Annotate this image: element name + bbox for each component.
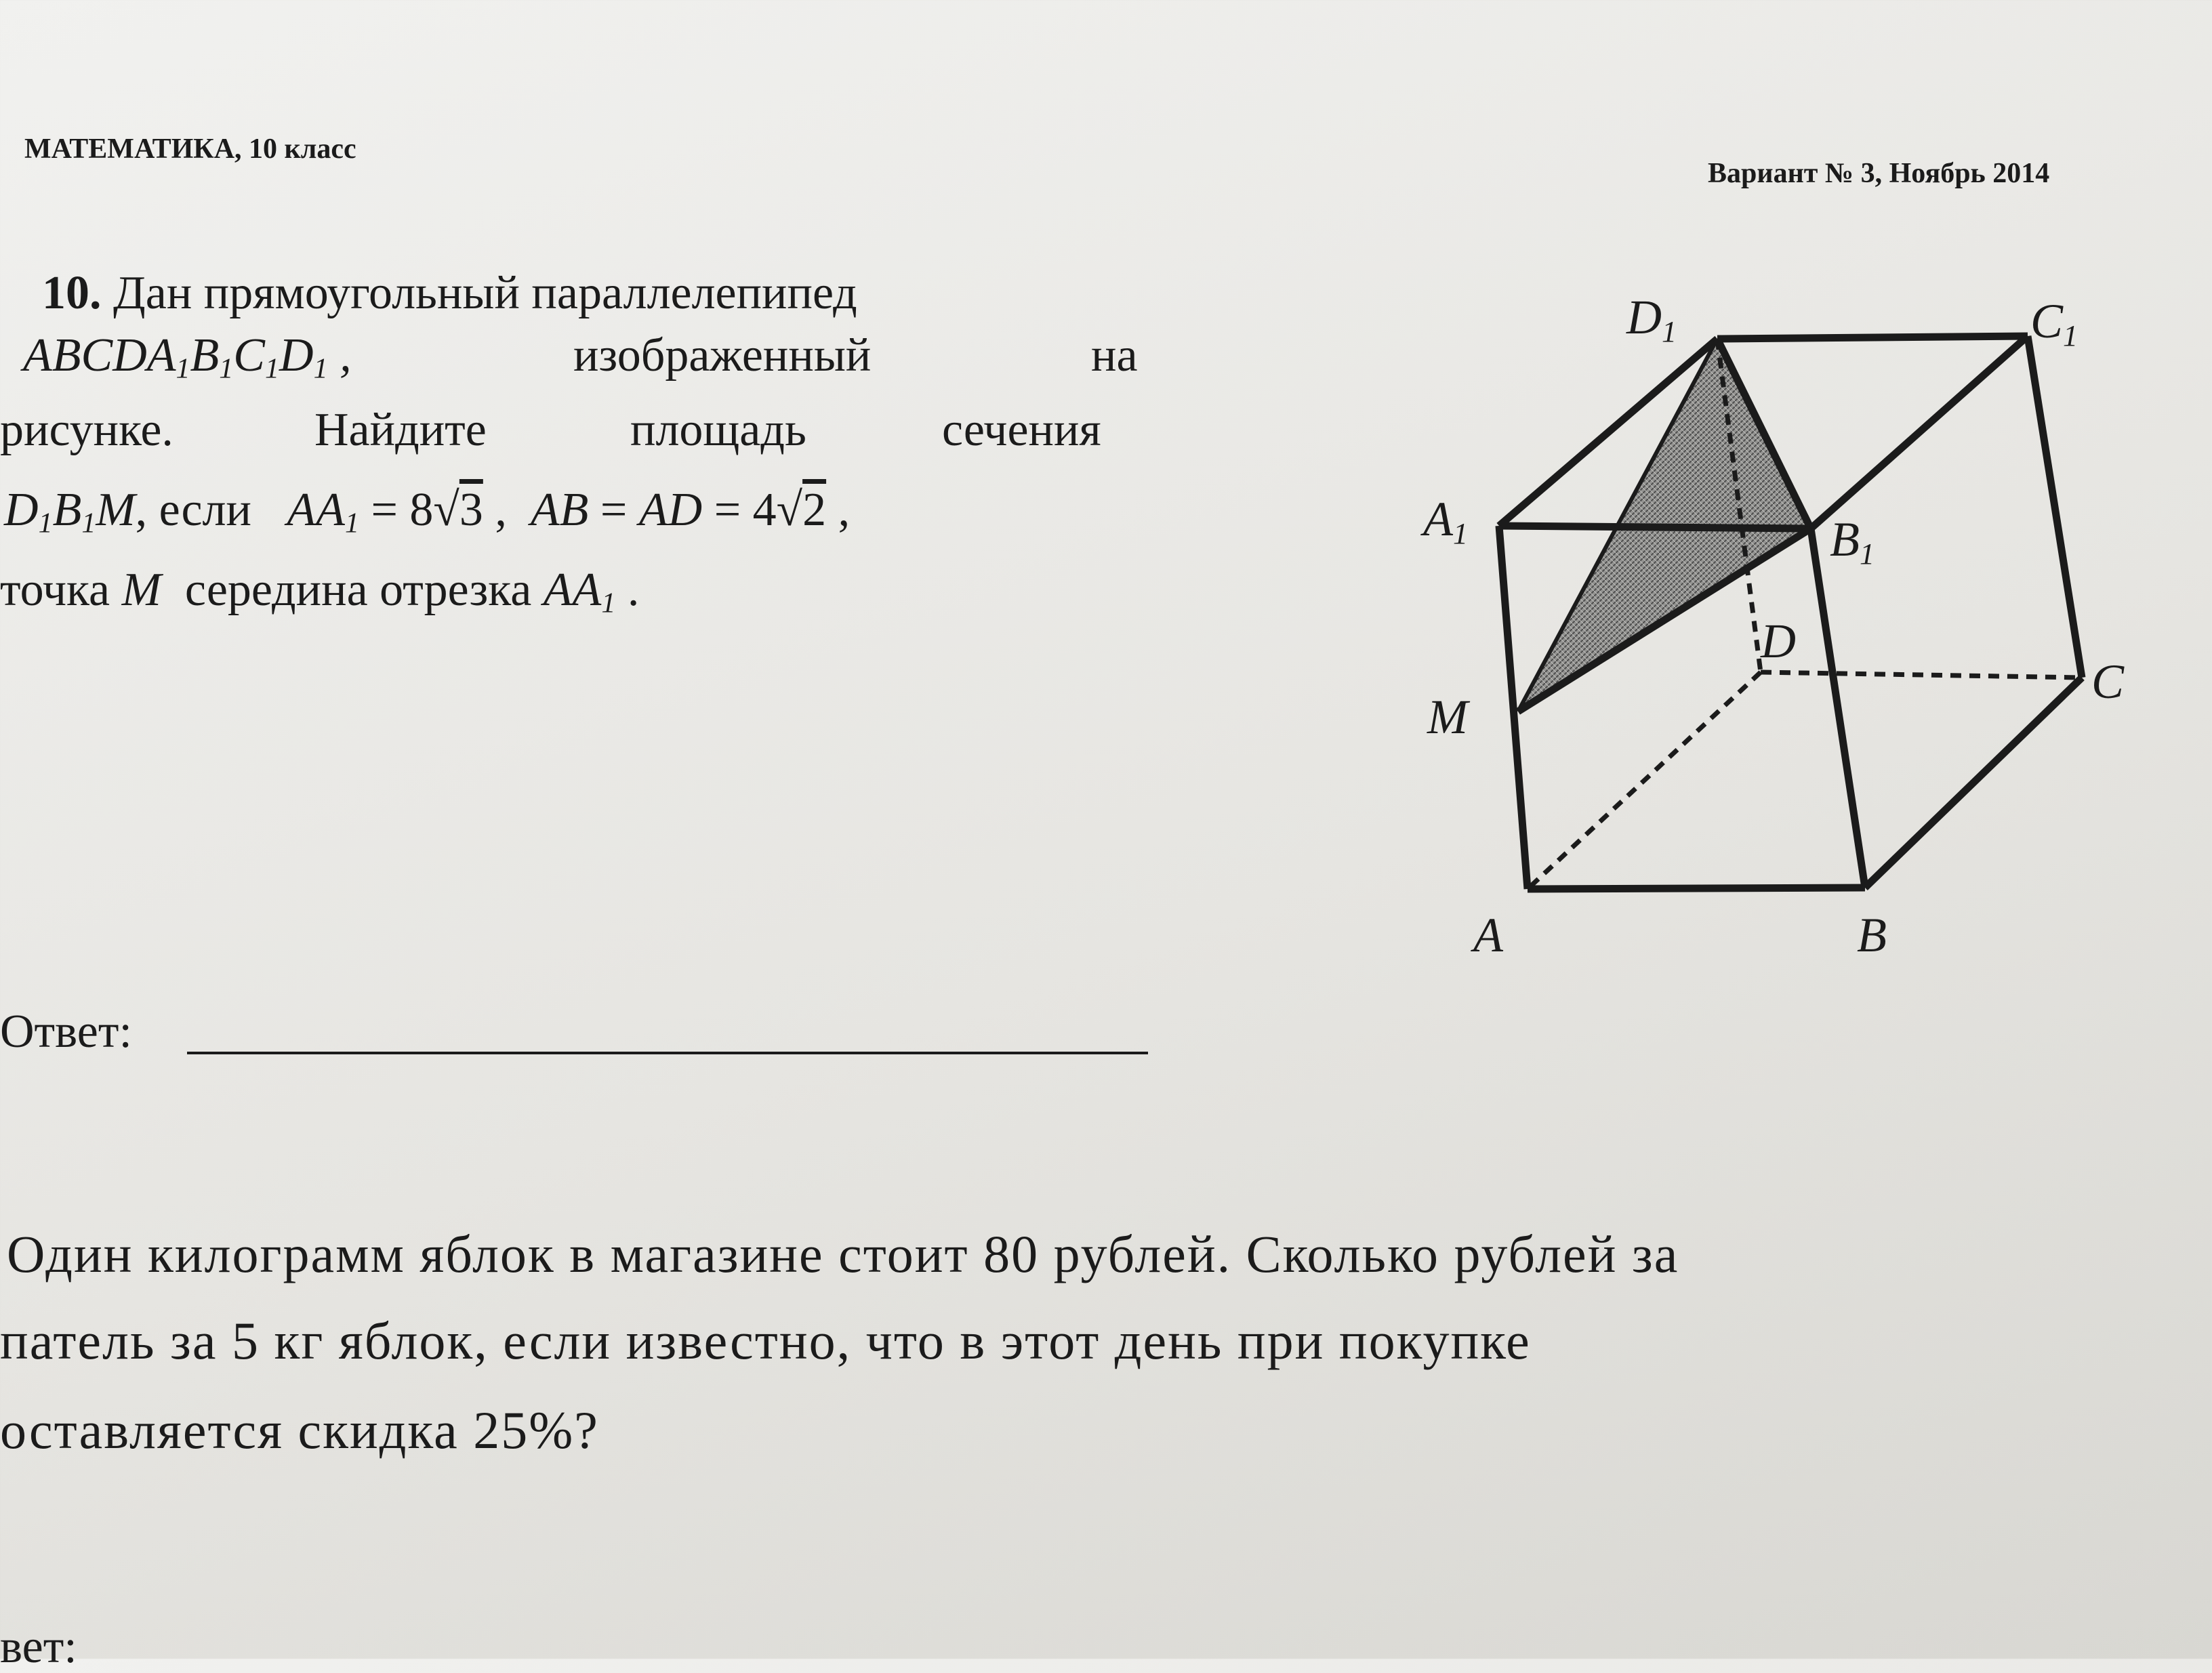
- subject-header: МАТЕМАТИКА, 10 класс: [24, 133, 356, 165]
- problem-10-line-5: точка M середина отрезка $AA_1$ .: [0, 564, 640, 619]
- condition-ab: AB: [530, 484, 589, 536]
- section-name: $D_1B_1M$: [4, 484, 136, 539]
- problem-10-text: Дан прямоугольный параллелепипед: [113, 267, 857, 319]
- edge-d-c: [1761, 672, 2082, 678]
- edge-d-a: [1528, 672, 1761, 889]
- problem-11-line-2: патель за 5 кг яблок, если известно, что в этот день при покупке: [0, 1311, 1531, 1370]
- label-a: A: [1473, 908, 1503, 962]
- edge-a-b: [1528, 888, 1865, 889]
- line3-word: площадь: [630, 404, 806, 456]
- figure-name: $ABCDA_1B_1C_1D_1$ ,: [23, 329, 352, 385]
- label-d: D: [1761, 614, 1796, 668]
- answer-label-11: вет:: [0, 1621, 77, 1673]
- edge-d1-c1: [1717, 336, 2028, 339]
- variant-header: Вариант № 3, Ноябрь 2014: [1708, 158, 2050, 189]
- edge-c1-c: [2028, 336, 2082, 678]
- label-d1: D1: [1626, 290, 1677, 348]
- segment-aa1: $AA_1$: [543, 564, 616, 619]
- problem-11-line-1: Один килограмм яблок в магазине стоит 80 рублей. Сколько рублей за: [7, 1224, 1679, 1283]
- line3-word: сечения: [942, 404, 1101, 456]
- edge-a1-b1: [1499, 526, 1811, 529]
- edge-b-c: [1865, 678, 2082, 888]
- problem-number: 10.: [42, 267, 102, 319]
- line3-word: рисунке.: [0, 404, 173, 456]
- label-m: M: [1427, 690, 1468, 744]
- problem-10-line-4: $D_1B_1M$, если $AA_1 = 8√3$ , AB = AD = 4√2 ,: [4, 484, 851, 539]
- label-b1: B1: [1830, 512, 1875, 571]
- condition-aa1: $AA_1$: [287, 484, 359, 539]
- line2-word: изображенный: [573, 329, 872, 381]
- answer-label-10: Ответ:: [0, 1006, 132, 1058]
- label-b: B: [1857, 908, 1887, 962]
- label-c1: C1: [2030, 294, 2078, 352]
- label-c: C: [2091, 655, 2125, 709]
- line2-word: на: [1091, 329, 1138, 381]
- edge-b1-b: [1811, 529, 1865, 888]
- problem-11-line-3: оставляется скидка 25%?: [0, 1401, 599, 1460]
- edge-c1-b1: [1811, 336, 2028, 529]
- line3-word: Найдите: [314, 404, 487, 456]
- label-a1: A1: [1423, 492, 1468, 550]
